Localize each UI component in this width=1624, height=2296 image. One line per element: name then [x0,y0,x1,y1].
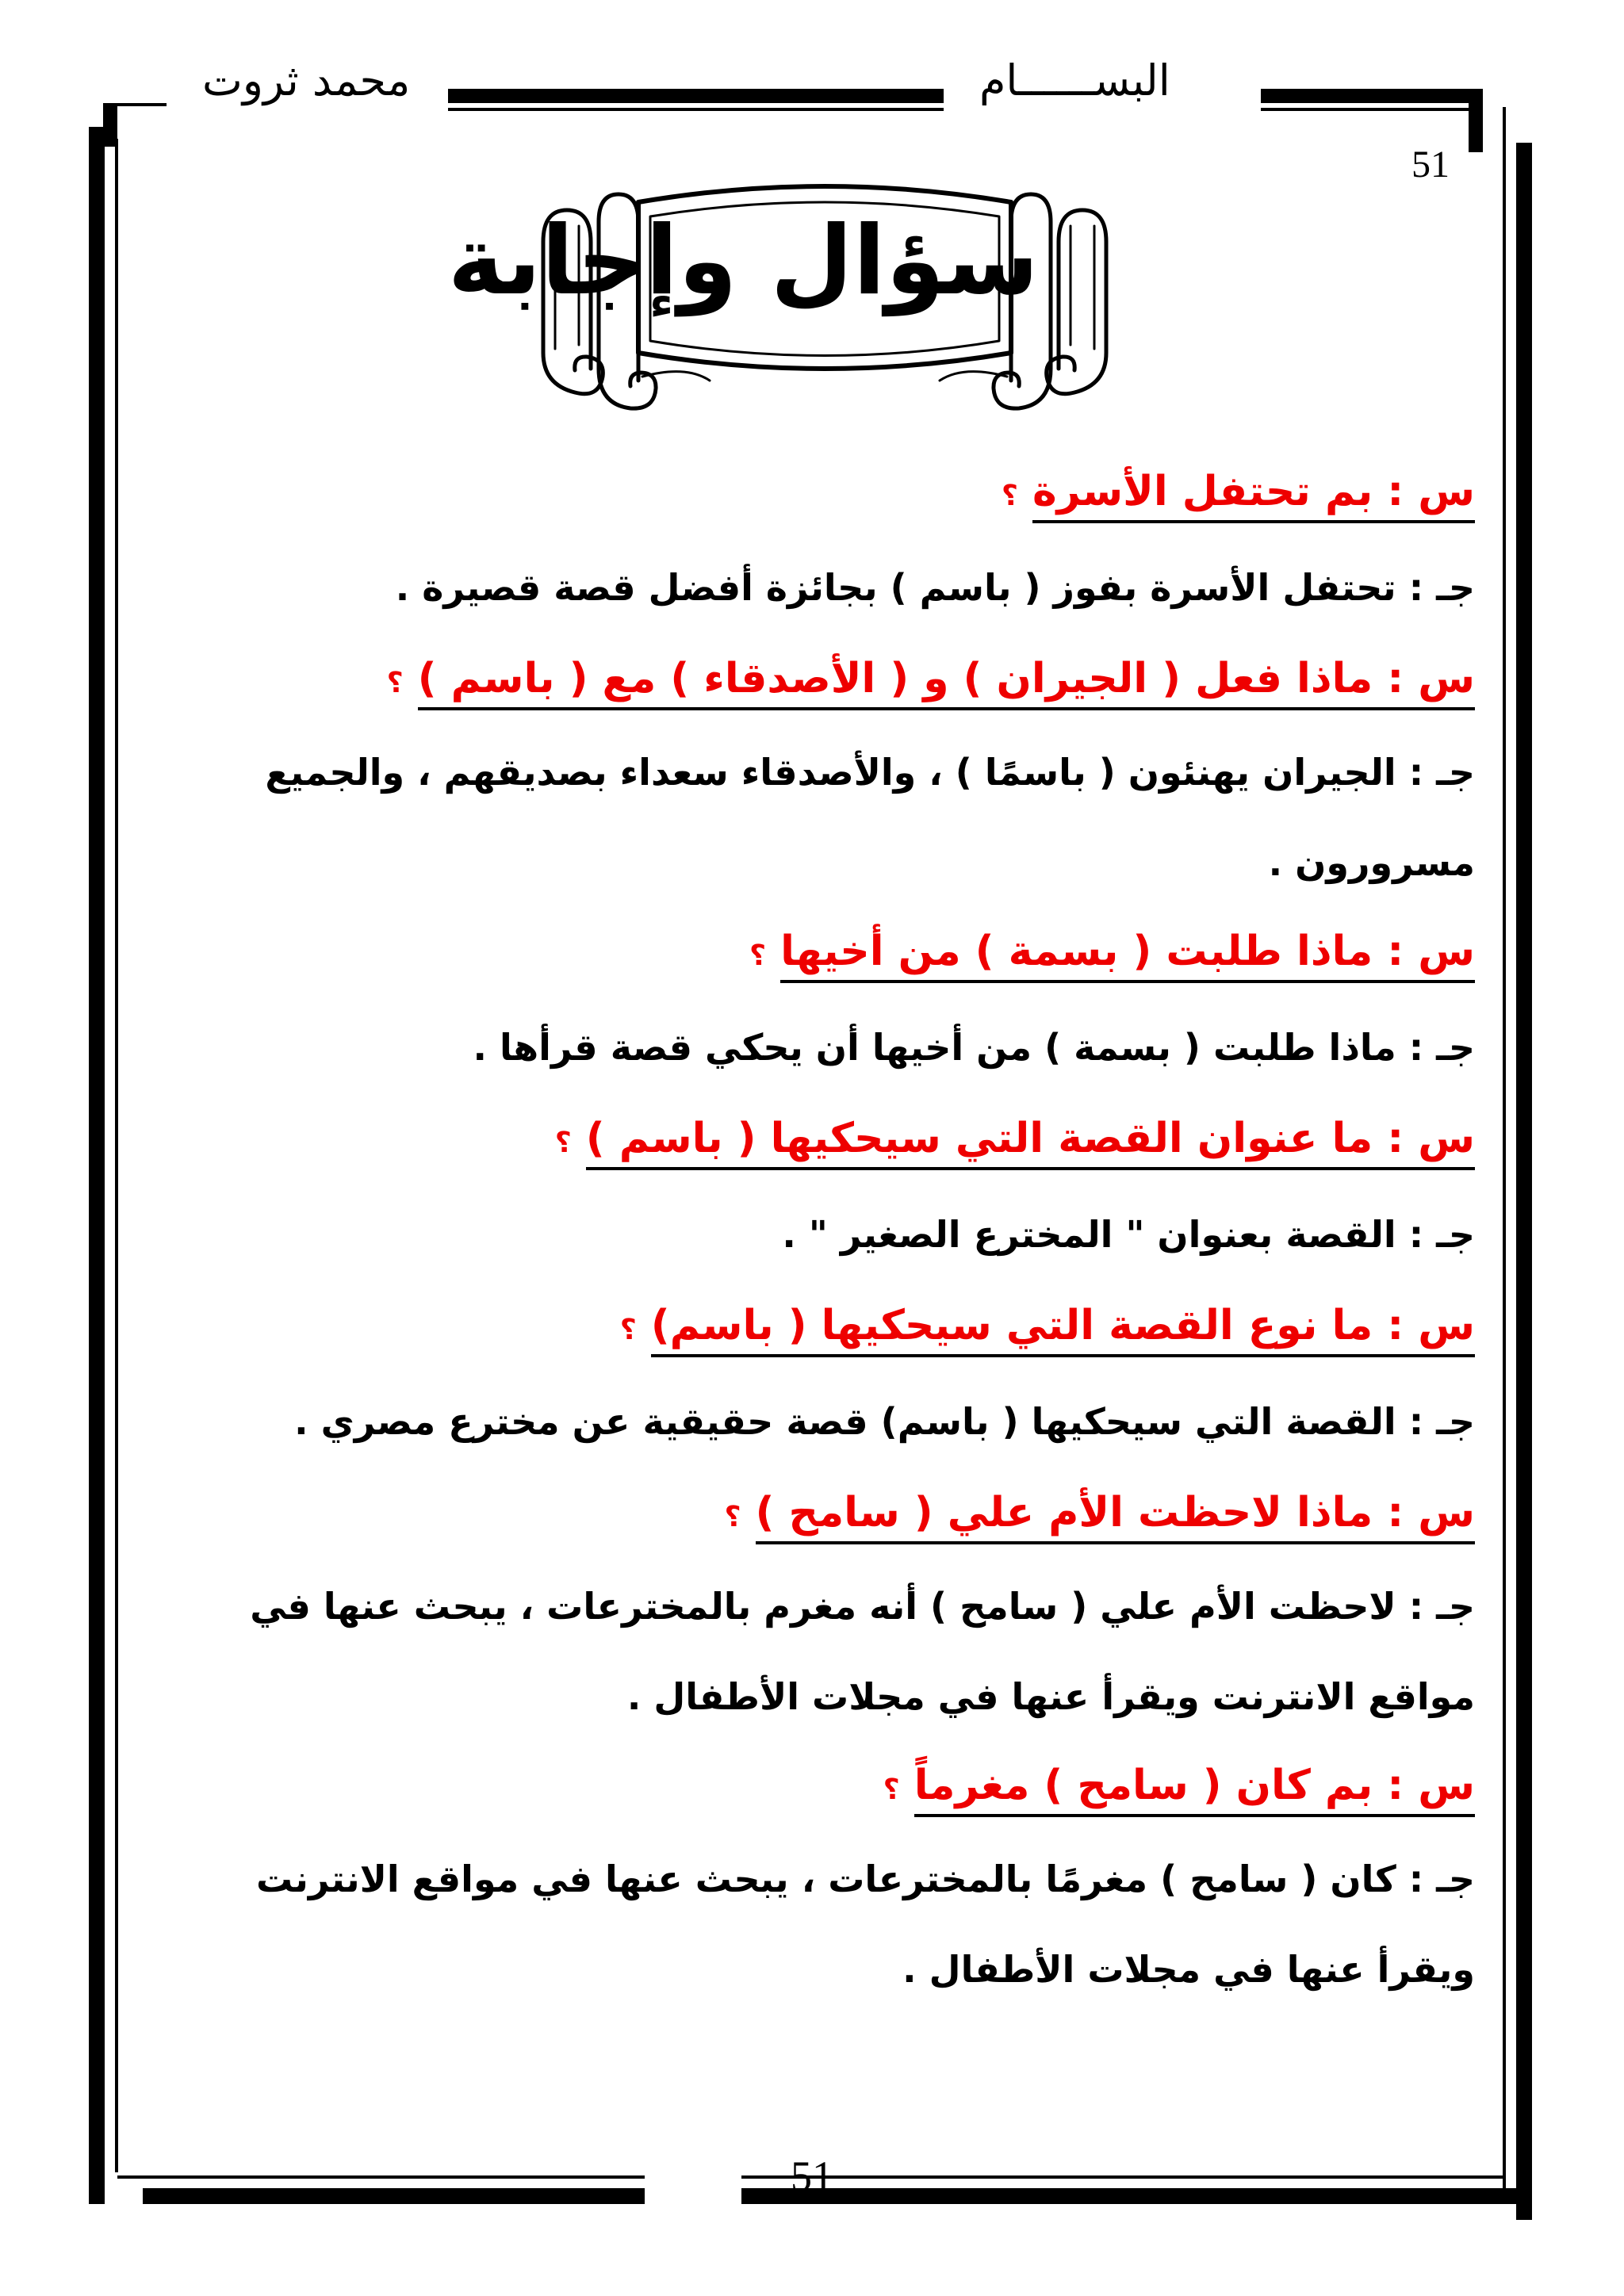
frame-right-line [1503,107,1506,2192]
answer-5: جـ : القصة التي سيحكيها ( باسم) قصة حقيقية عن مخترع مصري . [294,1400,1475,1443]
question-mark: ؟ [619,1314,637,1346]
answer-7-line-1: جـ : كان ( سامح ) مغرمًا بالمخترعات ، يبحث عنها في مواقع الانترنت [255,1858,1475,1900]
question-7 [214,1742,1475,1834]
question-5 [214,1282,1475,1374]
question-3 [214,908,1475,1000]
answer-2-line-1: جـ : الجيران يهنئون ( باسمًا ) ، والأصدقاء سعداء بصديقهم ، والجميع [265,751,1475,794]
answer-2-line-2: مسرورون . [1268,841,1475,884]
frame-top-left-line [448,108,944,111]
question-mark: ؟ [749,939,767,972]
frame-left-bar [89,127,105,2204]
frame-top-left-bar [448,89,944,103]
question-mark: ؟ [1001,480,1018,512]
answer-6-line-1: جـ : لاحظت الأم علي ( سامح ) أنه مغرم بالمخترعات ، يبحث عنها في [250,1585,1475,1628]
question-text: س : ماذا طلبت ( بسمة ) من أخيها [780,928,1475,983]
answer-1: جـ : تحتفل الأسرة بفوز ( باسم ) بجائزة أفضل قصة قصيرة . [395,566,1475,609]
question-text: س : ما نوع القصة التي سيحكيها ( باسم) [651,1302,1475,1357]
page-number-top: 51 [1411,144,1450,186]
author-name: محمد ثروت [202,55,411,105]
question-text: س : ماذا لاحظت الأم علي ( سامح ) [756,1489,1475,1544]
question-2 [214,635,1475,727]
question-6 [214,1469,1475,1561]
answer-3: جـ : ماذا طلبت ( بسمة ) من أخيها أن يحكي قصة قرأها . [473,1026,1475,1069]
question-text: س : بم تحتفل الأسرة [1032,468,1475,523]
question-mark: ؟ [554,1127,572,1159]
frame-top-right-bar [1261,89,1483,103]
question-text: س : بم كان ( سامح ) مغرماً [914,1762,1475,1817]
answer-7-line-2: ويقرأ عنها في مجلات الأطفال . [902,1948,1475,1991]
page-number-bottom: 51 [791,2152,833,2200]
qa-content [214,448,1475,2015]
question-mark: ؟ [386,667,404,699]
answer-6-line-2: مواقع الانترنت ويقرأ عنها في مجلات الأطفال . [626,1675,1475,1718]
banner-title: سؤال وإجابة [447,206,1039,316]
question-text: س : ماذا فعل ( الجيران ) و ( الأصدقاء ) مع ( باسم ) [418,655,1475,710]
question-mark: ؟ [883,1774,900,1806]
question-4 [214,1095,1475,1187]
frame-top-right-corner [1469,89,1483,152]
book-title: البســــــام [979,55,1170,105]
question-1 [214,448,1475,540]
frame-right-bar [1516,143,1532,2220]
answer-4: جـ : القصة بعنوان " المخترع الصغير " . [782,1213,1475,1256]
question-text: س : ما عنوان القصة التي سيحكيها ( باسم ) [586,1115,1475,1170]
frame-left-line [115,139,118,2172]
frame-top-left-corner-line [103,103,167,106]
question-mark: ؟ [724,1501,741,1533]
frame-top-right-line [1261,108,1483,111]
